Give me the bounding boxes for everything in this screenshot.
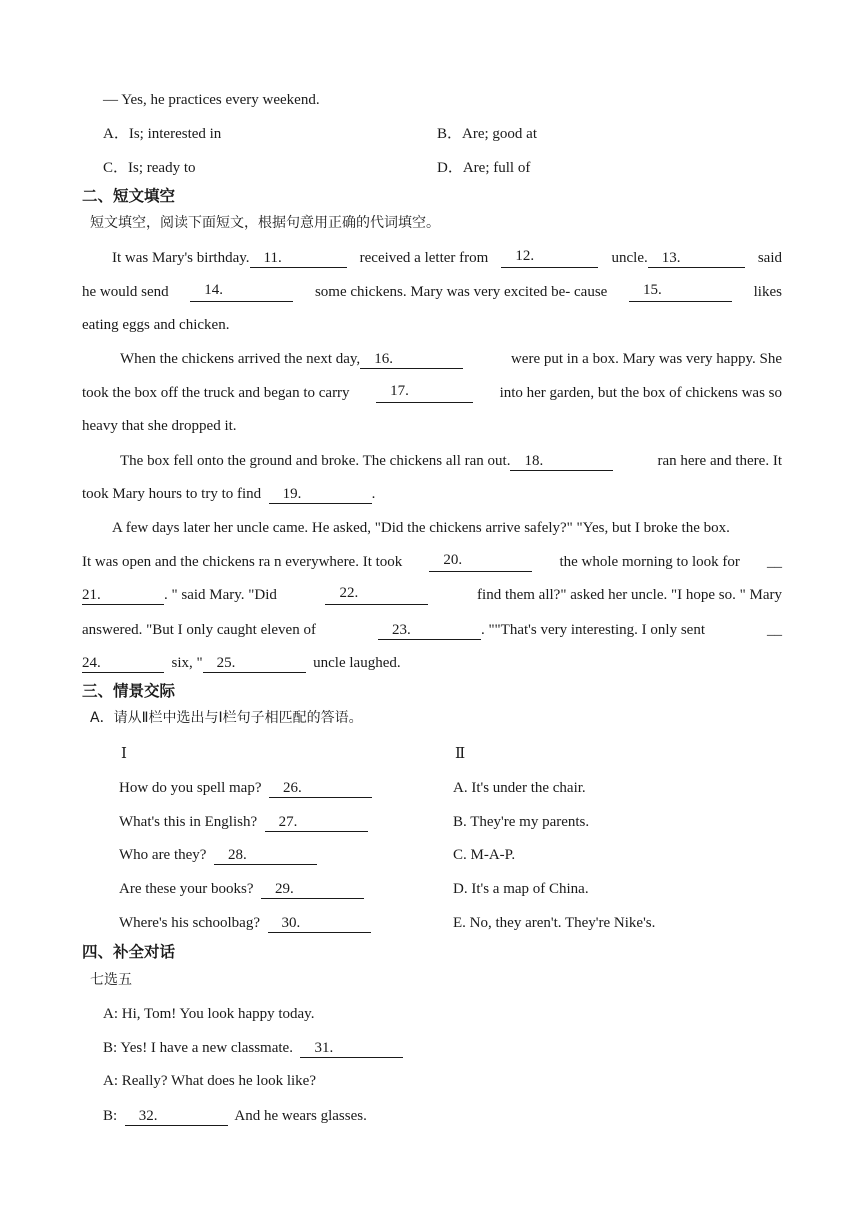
blank-26[interactable]: 26.: [269, 780, 372, 798]
passage-line: The box fell onto the ground and broke. The chickens all ran out. 18. ran here and there. It: [120, 453, 782, 469]
column-header-1: Ⅰ: [121, 746, 127, 762]
match-answer: E. No, they aren't. They're Nike's.: [453, 915, 656, 931]
blank-27[interactable]: 27.: [265, 814, 368, 832]
passage-line: eating eggs and chicken.: [82, 317, 230, 333]
blank-13[interactable]: 13.: [648, 250, 745, 268]
section-heading-situational: 三、情景交际: [82, 682, 176, 700]
passage-line: he would send 14. some chickens. Mary was very excited be- cause 15. likes: [82, 282, 782, 300]
blank-16[interactable]: 16.: [360, 351, 463, 369]
section-heading-cloze: 二、短文填空: [82, 187, 176, 205]
blank-14[interactable]: 14.: [190, 282, 293, 302]
blank-23[interactable]: 23.: [378, 622, 481, 640]
match-answer: C. M-A-P.: [453, 847, 516, 863]
match-question: Are these your books? 29.: [119, 879, 364, 899]
option-c: C．Is; ready to: [103, 160, 196, 176]
section-instruction: 七选五: [90, 972, 132, 988]
passage-line: took Mary hours to try to find 19. .: [82, 486, 376, 502]
passage-line: answered. "But I only caught eleven of 23. . ""That's very interesting. I only sent __: [82, 622, 782, 638]
blank-28[interactable]: 28.: [214, 847, 317, 865]
blank-32[interactable]: 32.: [125, 1108, 228, 1126]
option-b: B．Are; good at: [437, 126, 537, 142]
column-header-2: Ⅱ: [455, 746, 466, 762]
blank-18[interactable]: 18.: [510, 453, 613, 471]
match-question: Where's his schoolbag? 30.: [119, 913, 371, 933]
dialogue-line: B: Yes! I have a new classmate. 31.: [103, 1038, 803, 1058]
match-answer: A. It's under the chair.: [453, 780, 586, 796]
blank-31[interactable]: 31.: [300, 1040, 403, 1058]
blank-19[interactable]: 19.: [269, 486, 372, 504]
passage-line: heavy that she dropped it.: [82, 418, 237, 434]
dialogue-line: A: Hi, Tom! You look happy today.: [103, 1006, 315, 1022]
blank-29[interactable]: 29.: [261, 881, 364, 899]
blank-22[interactable]: 22.: [325, 585, 428, 605]
blank-30[interactable]: 30.: [268, 915, 371, 933]
passage-line: 21. . " said Mary. "Did 22. find them all?" asked her uncle. "I hope so. " Mary: [82, 585, 782, 603]
blank-11[interactable]: 11.: [250, 250, 347, 268]
dialogue-answer-line: — Yes, he practices every weekend.: [103, 92, 320, 108]
blank-12[interactable]: 12.: [501, 248, 598, 268]
blank-25[interactable]: 25.: [203, 655, 306, 673]
blank-20[interactable]: 20.: [429, 552, 532, 572]
passage-line: 24. six, " 25. uncle laughed.: [82, 655, 401, 671]
match-answer: D. It's a map of China.: [453, 881, 589, 897]
section-instruction: A．请从Ⅱ栏中选出与Ⅰ栏句子相匹配的答语。: [90, 710, 363, 726]
passage-line: When the chickens arrived the next day, 16. were put in a box. Mary was very happy. She: [120, 351, 782, 367]
match-question: Who are they? 28.: [119, 845, 317, 865]
dialogue-line: B: 32. And he wears glasses.: [103, 1108, 367, 1124]
dialogue-line: A: Really? What does he look like?: [103, 1073, 316, 1089]
match-question: How do you spell map? 26.: [119, 778, 372, 798]
blank-24[interactable]: 24.: [82, 655, 164, 673]
option-a: A．Is; interested in: [103, 126, 222, 142]
blank-15[interactable]: 15.: [629, 282, 732, 302]
match-answer: B. They're my parents.: [453, 814, 590, 830]
match-question: What's this in English? 27.: [119, 812, 368, 832]
passage-line: A few days later her uncle came. He asked, "Did the chickens arrive safely?" "Yes, but I broke the box.: [112, 520, 730, 536]
blank-21[interactable]: 21.: [82, 587, 164, 605]
blank-17[interactable]: 17.: [376, 383, 473, 403]
section-instruction: 短文填空，阅读下面短文，根据句意用正确的代词填空。: [90, 215, 440, 231]
passage-line: It was open and the chickens ra n everywhere. It took 20. the whole morning to look for __: [82, 552, 782, 570]
option-d: D．Are; full of: [437, 160, 531, 176]
passage-line: It was Mary's birthday. 11. received a letter from 12. uncle. 13. said: [112, 248, 782, 266]
passage-line: took the box off the truck and began to carry 17. into her garden, but the box of chickens was so: [82, 383, 782, 401]
section-heading-dialogue: 四、补全对话: [82, 943, 176, 961]
